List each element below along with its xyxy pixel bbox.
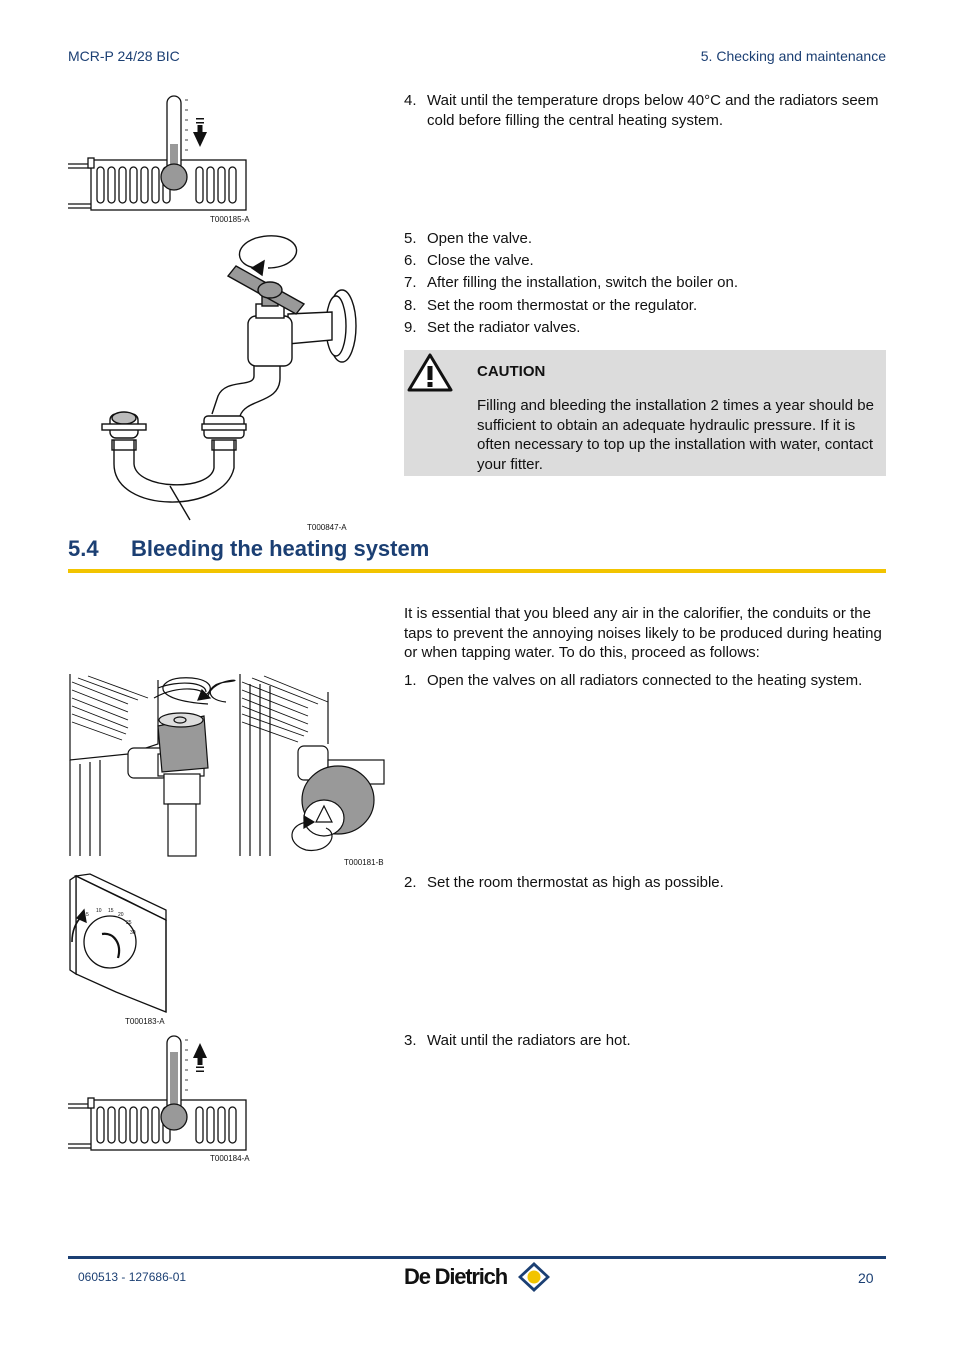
- figure-label: T000847-A: [307, 523, 347, 532]
- figure-label: T000183-A: [125, 1017, 165, 1026]
- header-chapter: 5. Checking and maintenance: [700, 48, 886, 64]
- svg-text:5: 5: [86, 912, 89, 918]
- step-item: 2. Set the room thermostat as high as possible.: [404, 874, 724, 891]
- caution-title: CAUTION: [477, 363, 546, 380]
- svg-text:20: 20: [118, 912, 124, 918]
- brand-logo: De Dietrich: [404, 1264, 507, 1289]
- brand-diamond-icon: [517, 1261, 551, 1293]
- svg-text:30: 30: [130, 930, 136, 936]
- step-item: 8. Set the room thermostat or the regulator.: [404, 297, 698, 314]
- svg-text:25: 25: [126, 920, 132, 926]
- radiator-valves-figure: [68, 674, 386, 856]
- svg-text:10: 10: [96, 908, 102, 914]
- caution-text: Filling and bleeding the installation 2 times a year should be sufficient to obtain an adequate hydraulic pressure. If it is often necessary to top up the installation with water, contact your fitter.: [477, 397, 874, 473]
- footer-doc-ref: 060513 - 127686-01: [78, 1270, 187, 1284]
- page-number: 20: [858, 1270, 874, 1286]
- section-rule: [68, 569, 886, 573]
- room-thermostat-figure: [66, 872, 170, 1016]
- step-item: 4. Wait until the temperature drops below 40°C and the radiators seem cold before filling the central heating system.: [404, 92, 879, 129]
- section-intro: It is essential that you bleed any air in the calorifier, the conduits or the taps to prevent the annoying noises likely to be produced during heating or when tapping water. To do this, proceed as follows:: [404, 605, 882, 661]
- figure-label: T000181-B: [344, 858, 384, 867]
- radiator-thermometer-heating-figure: [66, 1032, 256, 1154]
- step-item: 9. Set the radiator valves.: [404, 319, 581, 336]
- step-item: 5. Open the valve.: [404, 230, 533, 247]
- figure-label: T000184-A: [210, 1154, 250, 1163]
- warning-triangle-icon: [406, 352, 454, 394]
- step-item: 3. Wait until the radiators are hot.: [404, 1032, 631, 1049]
- svg-text:15: 15: [108, 908, 114, 914]
- step-item: 6. Close the valve.: [404, 252, 534, 269]
- header-model: MCR-P 24/28 BIC: [68, 48, 180, 64]
- figure-label: T000185-A: [210, 215, 250, 224]
- caution-box: [404, 350, 886, 476]
- filling-valve-figure: [96, 228, 366, 523]
- radiator-thermometer-cooling-figure: [66, 92, 256, 214]
- step-item: 1. Open the valves on all radiators connected to the heating system.: [404, 672, 863, 689]
- step-item: 7. After filling the installation, switch the boiler on.: [404, 274, 738, 291]
- footer-rule: [68, 1256, 886, 1259]
